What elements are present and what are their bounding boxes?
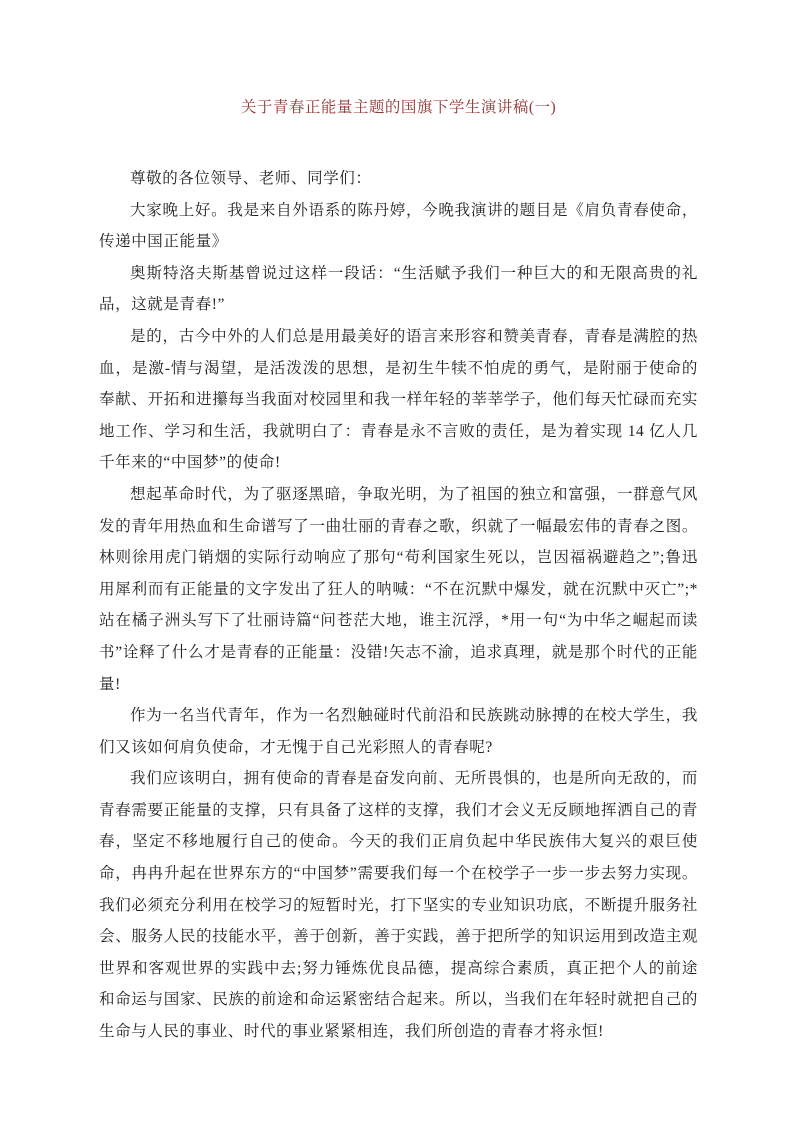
paragraph-quote: 奥斯特洛夫斯基曾说过这样一段话：“生活赋予我们一种巨大的和无限高贵的礼品，这就是青春!” (99, 264, 698, 314)
paragraph-youth-praise: 是的，古今中外的人们总是用最美好的语言来形容和赞美青春，青春是满腔的热血，是激-情与渴望，是活泼泼的思想，是初生牛犊不怕虎的勇气，是附丽于使命的奉献、开拓和进攥每当我面对校园里和我一样年轻的莘莘学子，他们每天忙碌而充实地工作、学习和生活，我就明白了：青春是永不言败的责任，是为着实现 14 亿人几千年来的“中国梦”的使命! (99, 327, 698, 472)
paragraph-conclusion: 我们应该明白，拥有使命的青春是奋发向前、无所畏惧的，也是所向无敌的，而青春需要正能量的支撑，只有具备了这样的支撑，我们才会义无反顾地挥洒自己的青春，坚定不移地履行自己的使命。今天的我们正肩负起中华民族伟大复兴的艰巨使命，冉冉升起在世界东方的“中国梦”需要我们每一个在校学子一步一步去努力实现。我们必须充分利用在校学习的短暂时光，打下坚实的专业知识功底，不断提升服务社会、服务人民的技能水平，善于创新，善于实践，善于把所学的知识运用到改造主观世界和客观世界的实践中去;努力锤炼优良品德，提高综合素质，真正把个人的前途和命运与国家、民族的前途和命运紧密结合起来。所以，当我们在年轻时就把自己的生命与人民的事业、时代的事业紧紧相连，我们所创造的青春才将永恒! (99, 770, 698, 1041)
paragraph-revolution-era: 想起革命时代，为了驱逐黑暗，争取光明，为了祖国的独立和富强，一群意气风发的青年用热血和生命谱写了一曲壮丽的青春之歌，织就了一幅最宏伟的青春之图。林则徐用虎门销烟的实际行动响应了那句“苟利国家生死以，岂因福祸避趋之”;鲁迅用犀利而有正能量的文字发出了狂人的呐喊：“不在沉默中爆发，就在沉默中灭亡”;*站在橘子洲头写下了壮丽诗篇“问苍茫大地，谁主沉浮，*用一句“为中华之崛起而读书”诠释了什么才是青春的正能量：没错!矢志不渝，追求真理，就是那个时代的正能量! (99, 485, 698, 693)
paragraph-question: 作为一名当代青年，作为一名烈触碰时代前沿和民族跳动脉搏的在校大学生，我们又该如何肩负使命，才无愧于自己光彩照人的青春呢? (99, 707, 698, 756)
paragraph-salutation: 尊敬的各位领导、老师、同学们： (130, 170, 372, 187)
document-body (99, 163, 698, 1048)
document-title: 关于青春正能量主题的国旗下学生演讲稿(一) (240, 99, 557, 116)
paragraph-introduction: 大家晚上好。我是来自外语系的陈丹婷，今晚我演讲的题目是《肩负青春使命，传递中国正能量》 (99, 201, 698, 251)
